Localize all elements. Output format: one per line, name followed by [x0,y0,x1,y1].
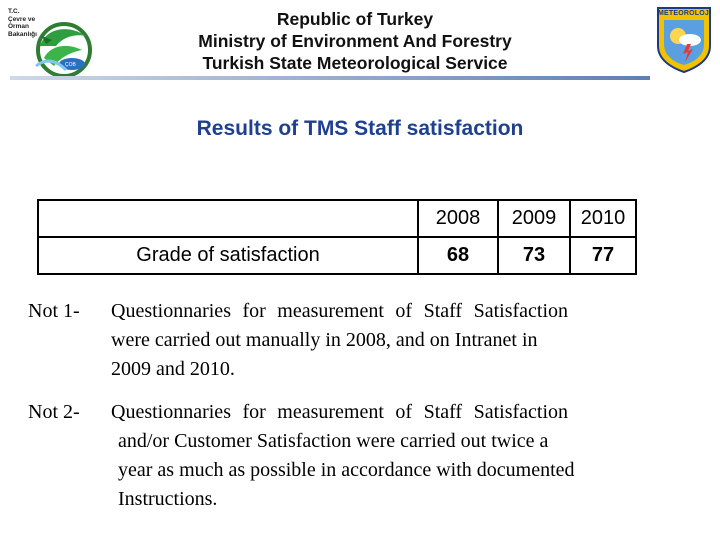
table-header-year: 2009 [498,200,570,237]
meteorology-logo-label: METEOROLOJİ [658,10,712,17]
table-header-year: 2008 [418,200,498,237]
slide-header [0,0,720,82]
table-header-year: 2010 [570,200,636,237]
header-divider [10,76,650,80]
table-cell-value: 77 [570,237,636,274]
note-line: 2009 and 2010. [111,358,235,380]
table-cell-value: 68 [418,237,498,274]
satisfaction-table [37,199,637,275]
ministry-logo-line: Bakanlığı [8,30,37,38]
note-body [111,398,691,514]
header-titles [150,8,560,74]
note-tag: Not 1- [28,300,80,322]
note-line: were carried out manually in 2008, and on Intranet in [111,329,538,351]
meteorology-logo [654,6,714,74]
header-title-ministry: Ministry of Environment And Forestry [198,31,512,51]
note-line: Questionnaries for measurement of Staff Satisfaction [111,300,569,322]
note-tag: Not 2- [28,401,80,423]
ministry-logo-line: Çevre ve Orman [8,15,36,30]
header-title-service: Turkish State Meteorological Service [202,53,508,73]
note-line: Instructions. [118,488,218,510]
table-row-label: Grade of satisfaction [38,237,418,274]
note-2 [28,398,688,518]
note-line: and/or Customer Satisfaction were carried out twice a [118,430,549,452]
svg-text:ÇOB: ÇOB [65,62,76,68]
table-header-empty-cell [38,200,418,237]
note-line: Questionnaries for measurement of Staff Satisfaction [111,401,569,423]
table-header-row [38,200,636,237]
table-cell-value: 73 [498,237,570,274]
table-row [38,237,636,274]
note-body [111,297,691,384]
note-line: year as much as possible in accordance with documented [118,459,575,481]
header-title-country: Republic of Turkey [276,9,434,29]
ministry-logo [6,6,92,78]
ministry-logo-text [8,8,48,38]
slide-title: Results of TMS Staff satisfaction [196,117,524,140]
note-1 [28,297,688,387]
ministry-logo-line: T.C. [8,8,20,15]
